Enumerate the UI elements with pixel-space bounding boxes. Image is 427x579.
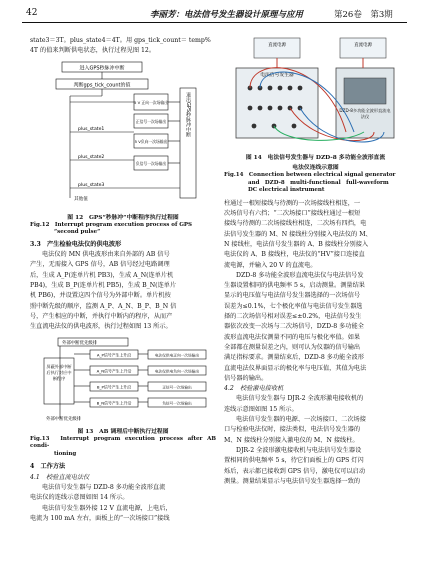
- fig13-result: 电法仪供电正向一次场输出: [154, 353, 200, 358]
- power-label: 直流电源: [354, 43, 372, 48]
- fig12-caption-en: “second pulse”: [54, 229, 101, 236]
- right-column: [224, 36, 407, 487]
- fig13-result: 正信号一次场输出: [162, 385, 192, 390]
- paragraph-line: 显示的电压值与电法信号发生器选择的一次场信号: [224, 292, 361, 300]
- paragraph-line: M、N 接线柱分别接入激电仪的 M、N 接线柱。: [224, 436, 359, 444]
- header-rule: [22, 22, 407, 23]
- fig12-state-label: plus_state3: [78, 182, 105, 188]
- paragraph-line: 柱通过一根短接线与待测的一次场接线柱相连，一: [224, 199, 361, 207]
- fig13-end-label: 外部中断优先级排: [46, 416, 82, 422]
- fig12-entry-box: 进入GPS秒脉冲中断: [79, 65, 125, 72]
- fig14-caption-cn: 电法仪连线示意图: [292, 165, 339, 172]
- power-supply-left: [254, 38, 300, 58]
- figure-13-flowchart: [30, 336, 216, 422]
- paragraph-line: 法信号发生器的 M、N 接线柱分别接入电法仪的 M、: [224, 230, 372, 238]
- paragraph-line: 烁后，表示都已接收到 GPS 信号，激电仪可以启动: [224, 467, 366, 475]
- figure-14: [224, 36, 407, 195]
- figure-12: [30, 60, 216, 237]
- paragraph-line: 信号器的输出。: [224, 374, 268, 382]
- paragraph-line: 置相同的供电频率 5 s，待它们面板上的 GPS 灯闪: [224, 457, 364, 465]
- instrument-screen: [344, 78, 386, 104]
- page-number: 42: [26, 8, 38, 18]
- paragraph-line: 机 PB6)，并设置这四个信号为外部中断。单片机按: [30, 292, 171, 300]
- paragraph-line: 电法仪的 MN 供电波形由来自外部的 AB 信号: [42, 251, 170, 259]
- paragraph-line: 电法仪的连线示意图如图 14 所示。: [30, 494, 129, 502]
- subsection-heading: 4.1 校验直流电法仪: [30, 473, 90, 481]
- journal-title: 李丽芳：电法信号发生器设计原理与应用: [150, 10, 304, 20]
- fig12-exit-box: 退出GPS秒脉冲中断: [185, 91, 191, 137]
- figure-14-diagram: [224, 36, 407, 148]
- device-left-label: 电法信号发生器: [260, 73, 294, 78]
- fig12-others-label: 其他值: [74, 196, 88, 202]
- page-header: [0, 0, 427, 26]
- figure-13: [30, 336, 216, 459]
- paragraph-line: 号，产生相应的中断，并执行中断内的程序，从而产: [30, 312, 173, 320]
- intro-line: 4T 的值来判断供电状态，执行过程见图 12。: [30, 47, 156, 55]
- paragraph-line: 生直流电法仪的供电波形，执行过程如图 13 所示。: [30, 323, 172, 331]
- paragraph-line: 误差为≤0.1%，七个极化率值与电法信号发生器选: [224, 302, 363, 310]
- fig13-outer-label: 外部中断优先级排: [62, 340, 98, 346]
- fig13-caption-en: Fig.13 Interrupt program execution process after AB condi-: [30, 435, 216, 450]
- fig13-caption-cn: 图 13 AB 调理后中断执行过程图: [77, 428, 169, 435]
- fig13-entry: B_N信号产生上升沿: [96, 400, 132, 406]
- paragraph-line: 产生，无需接入 GPS 信号，AB 信号经过电路调理: [30, 261, 170, 269]
- section-heading: 3.3 产生检验电法仪的供电波形: [30, 240, 122, 248]
- fig13-entry: A_P信号产生上升沿: [96, 352, 132, 358]
- fig12-output-box: 负信号一次场输出: [135, 160, 167, 166]
- fig13-result: 电法仪供电负向一次场输出: [154, 369, 200, 374]
- paragraph-line: 器依次改变一次场与二次场信号，DZD-8 多功能全: [224, 323, 364, 331]
- section-heading: 4 工作方法: [30, 463, 66, 471]
- paragraph-line: 生器设置相同的供电频率 5 s，启动测量。测量结果: [224, 282, 365, 290]
- paragraph-line: 直流电法仪界面显示的极化率与电压值，其值为电法: [224, 364, 367, 372]
- paragraph-line: 波形直流电法仪测量不同的电压与极化率值。如果: [224, 333, 361, 341]
- subsection-heading: 4.2 校验激电接收机: [224, 385, 284, 393]
- left-column: [30, 36, 216, 524]
- fig14-caption-en: and DZD-8 multi-functional full-waveform: [248, 179, 389, 186]
- paragraph-line: 电法信号发生器与 DZD-8 多功能全波形直流: [42, 483, 166, 491]
- paragraph-line: 满足指标要求。测量结束后，DZD-8 多功能全波形: [224, 354, 364, 362]
- fig12-condition-box: 判断gps_tick_count的值: [73, 82, 131, 89]
- figure-12-flowchart: [30, 60, 216, 208]
- paragraph-line: 测量。测量结果显示与电法信号发生器选择一致的: [224, 477, 361, 485]
- fig12-state-label: plus_state2: [78, 154, 105, 160]
- device-right-label: DZD-8多功能全波形直流电法仪: [339, 108, 391, 119]
- fig12-output-box: 5 V 正向一次场输出: [133, 99, 169, 105]
- paragraph-line: 电法信号发生器的电源、一次场接口、二次场接: [236, 416, 366, 424]
- paragraph-line: 电法信号发生器外接 12 V 直流电源，上电后，: [42, 504, 172, 512]
- fig14-caption-en: DC electrical instrument: [248, 187, 325, 194]
- fig13-caption-en: tioning: [54, 450, 77, 457]
- paragraph-line: 全部都在测量误差之内，则可认为仪器的信号输出: [224, 343, 361, 351]
- power-label: 直流电源: [268, 43, 286, 48]
- fig12-output-box: 正信号一次场输出: [135, 118, 167, 124]
- paragraph-line: 后，生成 A_P(连单片机 PB3)，生成 A_N(连单片机: [30, 271, 174, 279]
- paragraph-line: 口与检验电法仪时，接法类似，电法信号发生器的: [224, 426, 361, 434]
- paragraph-line: 接线与待测的二次场接线柱相连，二次场有四挡，电: [224, 220, 367, 228]
- fig12-caption-cn: 图 12 GPS“秒脉冲”中断程序执行过程图: [67, 214, 179, 221]
- paragraph-line: PB4)，生成 B_P(连单片机 PB5)，生成 B_N(连单片: [30, 282, 177, 290]
- paragraph-line: 次场信号有六挡；“二次场接口”接线柱通过一根短: [224, 210, 361, 218]
- fig12-state-label: plus_state1: [78, 126, 105, 132]
- paragraph-line: 电法仪的 A、B 接线柱，电法仪的“HV”接口连接直: [224, 251, 365, 259]
- paragraph-line: N 接线柱，电法信号发生器的 A、B 接线柱分别接入: [224, 240, 369, 248]
- power-supply-right: [340, 38, 386, 58]
- body-text-right: [224, 199, 407, 487]
- volume-info: 第26卷 第3期: [334, 10, 393, 20]
- fig13-entry: B_P信号产生上升沿: [96, 384, 132, 390]
- paragraph-line: DZD-8 多功能全波形直流电法仪与电法信号发: [236, 271, 364, 279]
- paragraph-line: DJR-2 全波形激电接收机与电法信号发生器设: [236, 446, 362, 454]
- paragraph-line: 电法信号发生器与 DJR-2 全波形激电接收机的: [236, 395, 364, 403]
- paragraph-line: 择的二次场信号相对误差≤±0.2%，电法信号发生: [224, 313, 362, 321]
- fig13-entry: A_N信号产生上升沿: [96, 368, 132, 374]
- fig13-inner-box: 屏蔽外部中断后执行对应中断程序: [46, 363, 72, 381]
- paragraph-line: 电流为 100 mA 左右，面板上的“一次场接口”接线: [30, 514, 170, 522]
- intro-line: state3＝3T。plus_state4＝4T。用 gps_tick_count＝ temp%: [30, 37, 211, 44]
- paragraph-line: 照中断先级的顺序，监测 A_P、A_N、B_P、B_N 信: [30, 302, 177, 310]
- paragraph-line: 流电源，并输入 20 V 的直流电。: [224, 261, 317, 269]
- signal-generator-device: [236, 68, 318, 138]
- fig14-caption-en: Fig.14 Connection between electrical signal generator: [224, 172, 396, 179]
- fig12-output-box: 5 V负向一次场输出: [134, 138, 168, 144]
- fig14-caption-cn: 图 14 电法信号发生器与 DZD-8 多功能全波形直流: [245, 155, 386, 162]
- paragraph-line: 连线示意图如图 15 所示。: [224, 405, 298, 413]
- fig12-caption-en: Fig.12 Interrupt program execution process of GPS: [30, 221, 193, 228]
- fig13-result: 负信号一次场输出: [162, 401, 192, 406]
